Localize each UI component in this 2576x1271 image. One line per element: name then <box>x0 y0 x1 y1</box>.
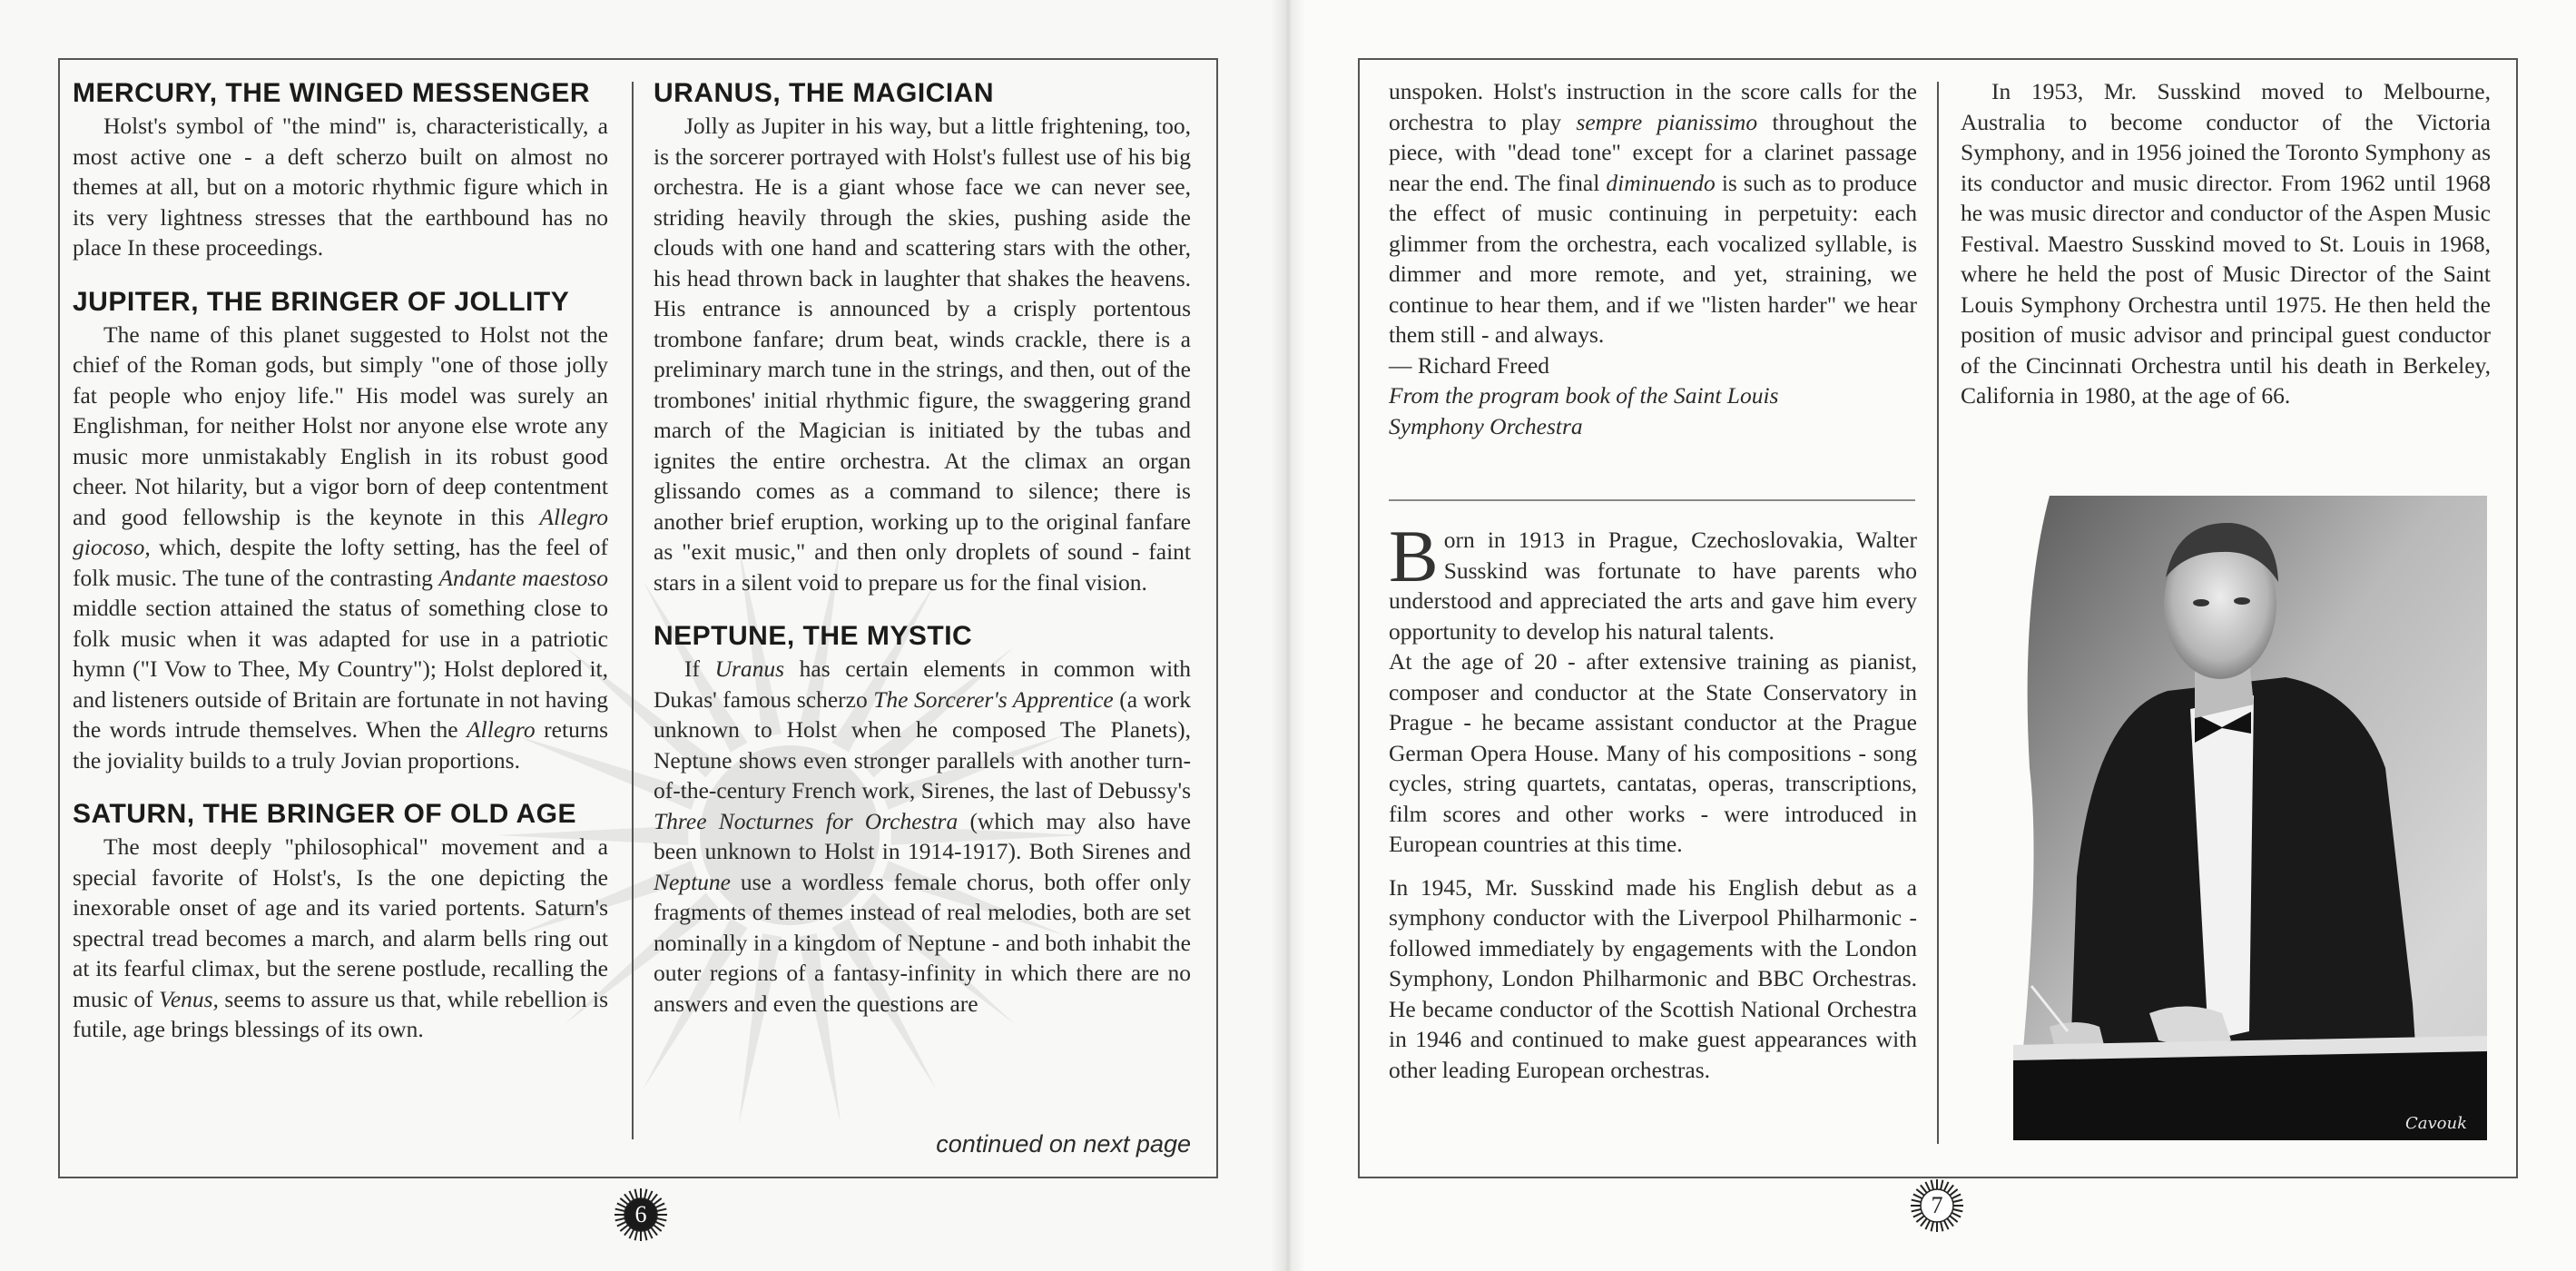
right-column-1 <box>1389 76 1917 441</box>
left-column-1 <box>73 76 608 1045</box>
jupiter-heading: JUPITER, THE BRINGER OF JOLLITY <box>73 286 570 317</box>
biography-column <box>1389 515 1917 1085</box>
uranus-heading: URANUS, THE MAGICIAN <box>654 78 994 108</box>
photographer-signature: Cavouk <box>2404 1114 2467 1133</box>
saturn-heading: SATURN, THE BRINGER OF OLD AGE <box>73 799 576 829</box>
uranus-text: Jolly as Jupiter in his way, but a little frightening, too, is the sorcerer portrayed with Holst's fullest use of his big orchestra. He is a giant whose face we can never see, striding heavily through the skies, pushing aside the clouds with one hand and scattering stars with the other, his head thrown back in laughter that shakes the heavens. His entrance is announced by a crisply portentous trombone fanfare; drum beat, winds crackle, there is a preliminary march tune in the strings, and then, out of the trombones' initial rhythmic figure, the swaggering grand march of the Magician is initiated by the tubas and ignites the entire orchestra. At the climax an organ glissando comes as a command to silence; there is another brief eruption, working up to the original fanfare as "exit music," and then only droplets of sound - faint stars in a silent void to prepare us for the final vision. <box>654 113 1191 596</box>
conductor-photo <box>2013 496 2487 1140</box>
page-number-6 <box>612 1186 670 1244</box>
source-credit: From the program book of the Saint Louis Symphony Orchestra <box>1389 382 1779 439</box>
book-gutter <box>1271 0 1305 1271</box>
continued-note: continued on next page <box>936 1130 1191 1158</box>
jupiter-text: The name of this planet suggested to Holst not the chief of the Roman gods, but simply "one of those jolly fat people who enjoy life." His model was surely an Englishman, for neither Holst nor anyone else wrote any music more unmistakably English in its robust good cheer. Not hilarity, but a vigor born of deep contentment and good fellowship is the keynote in this Allegro giocoso, which, despite the lofty setting, has the feel of folk music. The tune of the contrasting Andante maestoso middle section attained the status of something close to folk music when it was adapted for use in a patriotic hymn ("I Vow to Thee, My Country"); Holst deplored it, and listeners outside of Britain are fortunate in not having the words intrude themselves. When the Allegro returns the joviality builds to a truly Jovian proportions. <box>73 320 608 773</box>
drop-cap: B <box>1389 515 1439 597</box>
section-rule <box>1389 499 1915 501</box>
saturn-text: The most deeply "philosophical" movement and a special favorite of Holst's, Is the one depicting the inexorable onset of age and its varied portents. Saturn's spectral tread becomes a march, and alarm bells ring out at its fearful climax, but the serene postlude, recalling the music of Venus, seems to assure us that, while rebellion is futile, age brings blessings of its own. <box>73 833 608 1042</box>
author-credit: — Richard Freed <box>1389 351 1550 379</box>
bio-paragraph-3: In 1945, Mr. Susskind made his English debut as a symphony conductor with the Liverpool Philharmonic - followed immediately by engagements with the London Symphony, London Philharmonic and BBC Orchestras. He became conductor of the Scottish National Orchestra in 1946 and continued to make guest appearances with other leading European orchestras. <box>1389 873 1917 1083</box>
bio-paragraph-2: At the age of 20 - after extensive training as pianist, composer and conductor at the State Conservatory in Prague - he became assistant conductor at the Prague German Opera House. Many of his compositions - song cycles, string quartets, cantatas, operas, transcriptions, film scores and other works - were introduced in European countries at this time. <box>1389 648 1917 857</box>
mercury-heading: MERCURY, THE WINGED MESSENGER <box>73 78 591 108</box>
page-number-text: 6 <box>634 1201 647 1227</box>
neptune-text: If Uranus has certain elements in common with Dukas' famous scherzo The Sorcerer's Apprentice (a work unknown to Holst when he composed The Planets), Neptune shows even stronger parallels with another turn-of-the-century French work, Sirenes, the last of Debussy's Three Nocturnes for Orchestra (which may also have been unknown to Holst in 1914-1917). Both Sirenes and Neptune use a wordless female chorus, both offer only fragments of themes instead of real melodies, both are set nominally in a kingdom of Neptune - and both inhabit the outer regions of a fantasy-infinity in which there are no answers and even the questions are <box>654 655 1191 1017</box>
page-number-text: 7 <box>1931 1192 1943 1218</box>
neptune-heading: NEPTUNE, THE MYSTIC <box>654 621 973 651</box>
right-column-2 <box>1961 76 2491 411</box>
bio-paragraph-1: Born in 1913 in Prague, Czechoslovakia, Walter Susskind was fortunate to have parents who understood and appreciated the arts and gave him every opportunity to develop his natural talents. <box>1389 515 1917 645</box>
right-column-divider <box>1937 82 1939 1144</box>
neptune-continued-text: unspoken. Holst's instruction in the score calls for the orchestra to play sempre pianissimo throughout the piece, with "dead tone" except for a clarinet passage near the end. The final diminuendo is such as to produce the effect of music continuing in perpetuity: each glimmer from the orchestra, each vocalized syllable, is dimmer and more remote, and yet, straining, we continue to hear them, and if we "listen harder" we hear them still - and always. <box>1389 78 1917 348</box>
bio-paragraph-4: In 1953, Mr. Susskind moved to Melbourne, Australia to become conductor of the Victoria Symphony, and in 1956 joined the Toronto Symphony as its conductor and music director. From 1962 until 1968 he was music director and conductor of the Aspen Music Festival. Maestro Susskind moved to St. Louis in 1968, where he held the post of Music Director of the Saint Louis Symphony Orchestra until 1975. He then held the position of music advisor and principal guest conductor of the Cincinnati Orchestra until his death in Berkeley, California in 1980, at the age of 66. <box>1961 78 2491 409</box>
mercury-text: Holst's symbol of "the mind" is, characteristically, a most active one - a deft scherzo built on almost no themes at all, but on a motoric rhythmic figure which in its very lightness stresses that the earthbound has no place In these proceedings. <box>73 113 608 261</box>
page-number-7 <box>1908 1177 1966 1235</box>
left-column-divider <box>632 82 634 1139</box>
conductor-portrait-image <box>2013 496 2487 1140</box>
left-column-2 <box>654 76 1191 1166</box>
